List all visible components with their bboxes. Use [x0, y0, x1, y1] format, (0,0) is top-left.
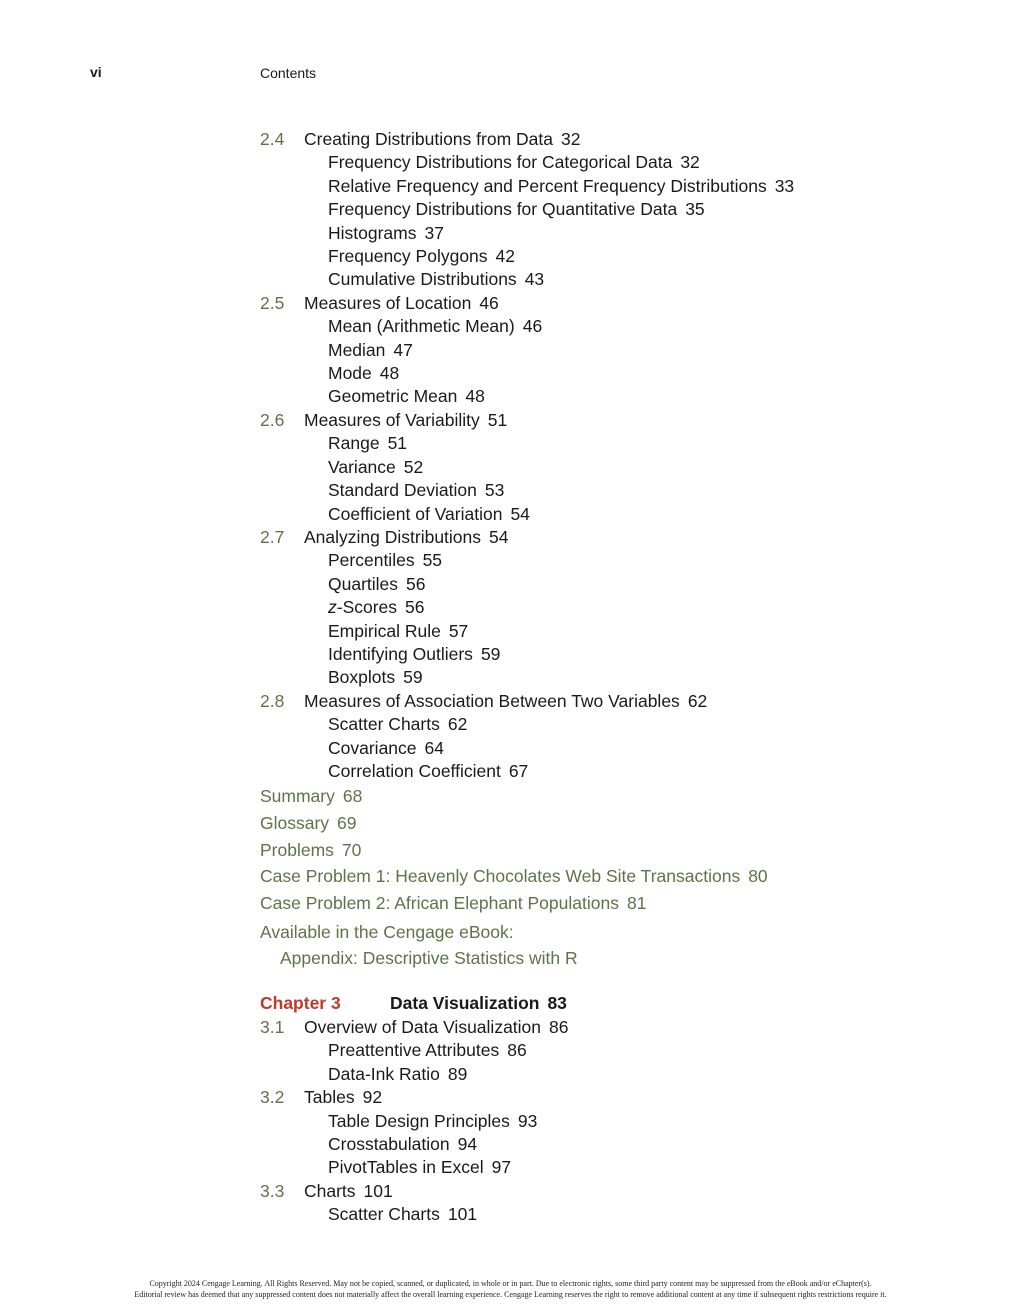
- subsection-title: Quartiles: [328, 573, 399, 594]
- subsection-title: Standard Deviation: [328, 480, 477, 501]
- end-matter-page: 81: [626, 893, 647, 914]
- subsection-page: 101: [447, 1204, 478, 1225]
- ebook-appendix-link[interactable]: Appendix: Descriptive Statistics with R: [280, 947, 578, 968]
- subsection-entry[interactable]: [260, 479, 960, 502]
- copyright-footer: [0, 1278, 1021, 1300]
- subsection-title: Preattentive Attributes: [328, 1040, 500, 1061]
- subsection-title: Boxplots: [328, 667, 396, 688]
- end-matter-page: 68: [342, 786, 363, 807]
- table-of-contents: [260, 128, 960, 1227]
- end-matter-entry[interactable]: [260, 810, 960, 837]
- subsection-page: 55: [422, 550, 443, 571]
- subsection-title: Median: [328, 339, 386, 360]
- subsection-title: z-Scores: [328, 597, 398, 618]
- subsection-entry[interactable]: [260, 268, 960, 291]
- subsection-page: 52: [403, 456, 424, 477]
- section-page: 62: [687, 690, 708, 711]
- section-entry[interactable]: [260, 1086, 960, 1109]
- section-title: Charts: [304, 1180, 356, 1201]
- subsection-page: 94: [457, 1133, 478, 1154]
- subsection-entry[interactable]: [260, 198, 960, 221]
- section-page: 51: [487, 409, 508, 430]
- subsection-title: Crosstabulation: [328, 1133, 450, 1154]
- subsection-title: Frequency Polygons: [328, 246, 488, 267]
- end-matter-title: Case Problem 1: Heavenly Chocolates Web Site Transactions: [260, 866, 741, 887]
- sections-group-chapter-2: [260, 128, 960, 783]
- section-entry[interactable]: [260, 292, 960, 315]
- subsection-title: Geometric Mean: [328, 386, 458, 407]
- subsection-entry[interactable]: [260, 175, 960, 198]
- subsection-title: Scatter Charts: [328, 1204, 440, 1225]
- subsection-page: 48: [465, 386, 485, 407]
- end-matter-group: [260, 783, 960, 917]
- end-matter-title: Case Problem 2: African Elephant Populations: [260, 893, 619, 914]
- chapter-heading[interactable]: [260, 991, 960, 1016]
- section-title: Measures of Variability: [304, 409, 480, 430]
- subsection-entry[interactable]: [260, 456, 960, 479]
- section-title: Measures of Association Between Two Variables: [304, 690, 680, 711]
- subsection-title: Frequency Distributions for Quantitative Data: [328, 199, 678, 220]
- subsection-entry[interactable]: [260, 1133, 960, 1156]
- section-entry[interactable]: [260, 128, 960, 151]
- section-entry[interactable]: [260, 409, 960, 432]
- subsection-title: Scatter Charts: [328, 714, 440, 735]
- subsection-entry[interactable]: [260, 737, 960, 760]
- subsection-entry[interactable]: [260, 1110, 960, 1133]
- end-matter-entry[interactable]: [260, 863, 960, 890]
- subsection-page: 89: [447, 1063, 468, 1084]
- subsection-entry[interactable]: [260, 245, 960, 268]
- section-title: Tables: [304, 1087, 355, 1108]
- section-title: Measures of Location: [304, 292, 472, 313]
- subsection-page: 33: [774, 175, 795, 196]
- subsection-entry[interactable]: [260, 596, 960, 619]
- section-number: 2.8: [260, 690, 285, 711]
- subsection-entry[interactable]: [260, 362, 960, 385]
- subsection-entry[interactable]: [260, 503, 960, 526]
- section-number: 2.5: [260, 292, 285, 313]
- subsection-entry[interactable]: [260, 315, 960, 338]
- section-page: 86: [549, 1016, 569, 1037]
- end-matter-page: 69: [337, 813, 357, 834]
- subsection-page: 59: [403, 667, 423, 688]
- subsection-entry[interactable]: [260, 643, 960, 666]
- italic-variable: z: [328, 597, 337, 618]
- copyright-line-2: Editorial review has deemed that any suppressed content does not materially affect the overall learning experience. Cengage Learning reserves the right to remove additional content at any time if subsequent rights restrictions require it.: [134, 1290, 887, 1299]
- subsection-page: 54: [510, 503, 530, 524]
- subsection-title: Mode: [328, 363, 372, 384]
- subsection-page: 62: [447, 714, 468, 735]
- subsection-page: 35: [685, 199, 705, 220]
- subsection-page: 37: [424, 222, 444, 243]
- section-number: 2.6: [260, 409, 285, 430]
- subsection-entry[interactable]: [260, 385, 960, 408]
- end-matter-entry[interactable]: [260, 837, 960, 864]
- subsection-entry[interactable]: [260, 620, 960, 643]
- section-title: Analyzing Distributions: [304, 526, 482, 547]
- subsection-title: Variance: [328, 456, 396, 477]
- subsection-title: Identifying Outliers: [328, 643, 473, 664]
- subsection-entry[interactable]: [260, 1203, 960, 1226]
- subsection-page: 56: [406, 573, 426, 594]
- chapter-label: Chapter 3: [260, 992, 341, 1013]
- subsection-entry[interactable]: [260, 222, 960, 245]
- page-number: vi: [90, 64, 102, 80]
- end-matter-entry[interactable]: [260, 783, 960, 810]
- end-matter-title: Summary: [260, 786, 335, 807]
- section-number: 2.7: [260, 526, 285, 547]
- end-matter-entry[interactable]: [260, 890, 960, 917]
- section-page: 92: [362, 1087, 383, 1108]
- end-matter-title: Glossary: [260, 813, 330, 834]
- section-page: 101: [363, 1180, 393, 1201]
- subsection-page: 51: [387, 433, 408, 454]
- subsection-title: Frequency Distributions for Categorical Data: [328, 152, 673, 173]
- section-number: 3.3: [260, 1180, 285, 1201]
- section-entry[interactable]: [260, 690, 960, 713]
- subsection-title: Data-Ink Ratio: [328, 1063, 440, 1084]
- subsection-page: 56: [405, 597, 425, 618]
- subsection-title: Percentiles: [328, 550, 415, 571]
- chapter-page: 83: [547, 992, 567, 1013]
- subsection-page: 97: [491, 1157, 512, 1178]
- ebook-label: Available in the Cengage eBook:: [260, 921, 514, 942]
- subsection-entry[interactable]: [260, 1063, 960, 1086]
- subsection-title: PivotTables in Excel: [328, 1157, 484, 1178]
- section-number: 2.4: [260, 129, 285, 149]
- subsection-page: 57: [448, 620, 469, 641]
- subsection-entry[interactable]: [260, 760, 960, 783]
- subsection-entry[interactable]: [260, 1156, 960, 1179]
- subsection-page: 48: [379, 363, 400, 384]
- sections-group-chapter-3: [260, 1016, 960, 1227]
- copyright-line-1: Copyright 2024 Cengage Learning. All Rights Reserved. May not be copied, scanned, or duplicated, in whole or in part. Due to electronic rights, some third party content may be suppressed from the eBook and/or eChapter(s).: [149, 1279, 872, 1288]
- subsection-entry[interactable]: [260, 432, 960, 455]
- section-title: Overview of Data Visualization: [304, 1016, 542, 1037]
- subsection-page: 43: [524, 269, 545, 290]
- end-matter-page: 80: [748, 866, 768, 887]
- subsection-page: 46: [522, 316, 543, 337]
- subsection-title: Mean (Arithmetic Mean): [328, 316, 515, 337]
- subsection-page: 53: [484, 480, 505, 501]
- section-page: 32: [560, 129, 581, 149]
- section-entry[interactable]: [260, 526, 960, 549]
- section-title: Creating Distributions from Data: [304, 129, 553, 149]
- section-page: 46: [479, 292, 499, 313]
- subsection-title: Cumulative Distributions: [328, 269, 517, 290]
- subsection-page: 67: [508, 760, 529, 781]
- section-page: 54: [489, 526, 509, 547]
- end-matter-title: Problems: [260, 839, 334, 860]
- section-entry[interactable]: [260, 1016, 960, 1039]
- running-head: Contents: [260, 65, 317, 81]
- subsection-title: Table Design Principles: [328, 1110, 510, 1131]
- subsection-entry[interactable]: [260, 713, 960, 736]
- subsection-title: Range: [328, 433, 380, 454]
- subsection-entry[interactable]: [260, 151, 960, 174]
- subsection-entry[interactable]: [260, 549, 960, 572]
- subsection-title: Histograms: [328, 222, 417, 243]
- subsection-entry[interactable]: [260, 666, 960, 689]
- section-number: 3.2: [260, 1087, 285, 1108]
- subsection-entry[interactable]: [260, 339, 960, 362]
- section-number: 3.1: [260, 1016, 285, 1037]
- subsection-title: Correlation Coefficient: [328, 760, 501, 781]
- section-entry[interactable]: [260, 1180, 960, 1203]
- subsection-entry[interactable]: [260, 1039, 960, 1062]
- subsection-page: 59: [480, 643, 501, 664]
- subsection-title: Coefficient of Variation: [328, 503, 503, 524]
- subsection-page: 42: [495, 246, 516, 267]
- subsection-title: Empirical Rule: [328, 620, 441, 641]
- subsection-page: 93: [517, 1110, 538, 1131]
- subsection-title: Covariance: [328, 737, 417, 758]
- subsection-page: 47: [393, 339, 413, 360]
- subsection-entry[interactable]: [260, 573, 960, 596]
- subsection-page: 32: [680, 152, 700, 173]
- subsection-title: Relative Frequency and Percent Frequency Distributions: [328, 175, 767, 196]
- chapter-title: Data Visualization: [390, 992, 540, 1013]
- subsection-page: 64: [424, 737, 444, 758]
- end-matter-page: 70: [341, 839, 362, 860]
- subsection-page: 86: [507, 1040, 527, 1061]
